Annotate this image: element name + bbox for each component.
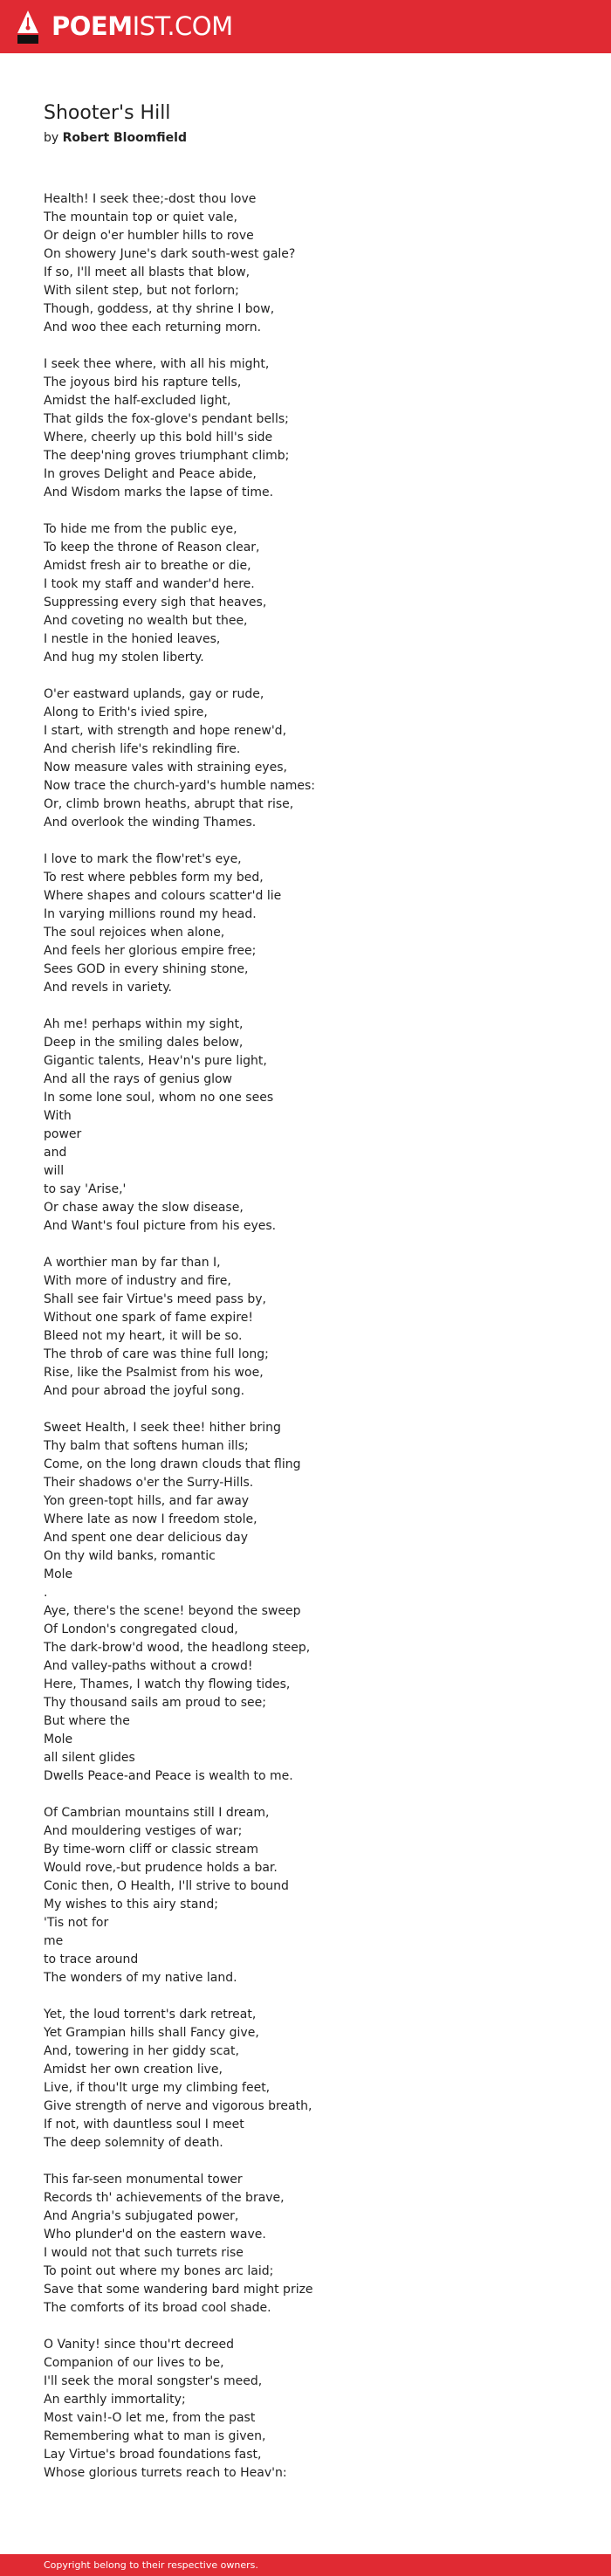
poem-line: Conic then, O Health, I'll strive to bound [44,1879,289,1893]
poem-line: I took my staff and wander'd here. [44,577,255,591]
poem-line: I love to mark the flow'ret's eye, [44,852,242,866]
poem-line: My wishes to this airy stand; [44,1898,218,1911]
poem-line: The deep'ning groves triumphant climb; [44,449,290,463]
site-logo[interactable] [51,9,233,44]
poem-line: Records th' achievements of the brave, [44,2191,285,2205]
poem-line: Amidst fresh air to breathe or die, [44,559,251,573]
poem-line: But where the [44,1714,130,1728]
poem-line: . [44,1586,48,1600]
author-link[interactable]: Robert Bloomfield [62,131,187,145]
poem-line: Mole [44,1567,73,1581]
poem-line: Rise, like the Psalmist from his woe, [44,1366,264,1380]
stanza [44,685,567,832]
poem-line: Or deign o'er humbler hills to rove [44,229,254,243]
logo-bold-text: POEM [51,11,133,41]
poem-body [44,190,567,2501]
poem-line: Amidst her own creation live, [44,2063,223,2077]
poem-line: Would rove,-but prudence holds a bar. [44,1861,278,1875]
stanza [44,355,567,502]
poem-line: I would not that such turrets rise [44,2246,244,2260]
poem-line: The comforts of its broad cool shade. [44,2301,271,2315]
poem-line: 'Tis not for [44,1916,109,1930]
poem-line: In some lone soul, whom no one sees [44,1091,274,1105]
poem-line: Yet, the loud torrent's dark retreat, [44,2008,257,2022]
poem-line: On showery June's dark south-west gale? [44,247,296,261]
poem-line: And valley-paths without a crowd! [44,1659,253,1673]
poem-line: Ah me! perhaps within my sight, [44,1017,244,1031]
poem-line: Live, if thou'lt urge my climbing feet, [44,2081,271,2095]
poem-line: power [44,1127,82,1141]
poem-line: To keep the throne of Reason clear, [44,541,260,554]
poem-line: Though, goddess, at thy shrine I bow, [44,302,275,316]
poem-line: And spent one dear delicious day [44,1531,248,1545]
poem-line: The soul rejoices when alone, [44,926,225,940]
poem-line: The joyous bird his rapture tells, [44,375,242,389]
poem-line: all silent glides [44,1751,135,1765]
poem-line: Companion of our lives to be, [44,2356,224,2370]
poem-line: This far-seen monumental tower [44,2173,243,2187]
stanza [44,1254,567,1401]
poem-title: Shooter's Hill [44,102,171,124]
poem-line: And all the rays of genius glow [44,1072,233,1086]
poem-line: Of London's congregated cloud, [44,1622,238,1636]
site-header [0,0,611,53]
poem-line: will [44,1164,65,1178]
poem-line: Who plunder'd on the eastern wave. [44,2228,266,2242]
poem-line: That gilds the fox-glove's pendant bells; [44,412,289,426]
by-label: by [44,131,59,145]
poem-line: And revels in variety. [44,981,172,995]
poem-line: Give strength of nerve and vigorous breath, [44,2099,312,2113]
site-footer [0,2554,611,2576]
stanza [44,851,567,997]
poem-line: to trace around [44,1953,139,1966]
poem-line: Shall see fair Virtue's meed pass by, [44,1292,266,1306]
poem-line: If so, I'll meet all blasts that blow, [44,265,251,279]
poem-line: Where shapes and colours scatter'd lie [44,889,282,903]
poem-line: Sweet Health, I seek thee! hither bring [44,1421,281,1435]
poem-line: I seek thee where, with all his might, [44,357,270,371]
poem-line: And Angria's subjugated power, [44,2209,239,2223]
poem-line: And feels her glorious empire free; [44,944,257,958]
poem-line: And Wisdom marks the lapse of time. [44,486,274,499]
poem-line: And mouldering vestiges of war; [44,1824,243,1838]
poem-line: Health! I seek thee;-dost thou love [44,192,257,206]
poem-line: By time-worn cliff or classic stream [44,1842,259,1856]
poem-line: Remembering what to man is given, [44,2429,266,2443]
poem-line: Sees GOD in every shining stone, [44,962,249,976]
poem-line: Most vain!-O let me, from the past [44,2411,256,2425]
pen-nib-icon[interactable] [15,9,41,45]
poem-line: Thy thousand sails am proud to see; [44,1696,266,1710]
byline [44,129,187,147]
poem-line: And overlook the winding Thames. [44,816,257,830]
poem-line: Now measure vales with straining eyes, [44,761,287,775]
poem-line: Lay Virtue's broad foundations fast, [44,2448,262,2462]
poem-line: Yon green-topt hills, and far away [44,1494,250,1508]
poem-line: Where, cheerly up this bold hill's side [44,430,273,444]
poem-line: And pour abroad the joyful song. [44,1384,245,1398]
poem-line: Now trace the church-yard's humble names: [44,779,316,793]
poem-line: The mountain top or quiet vale, [44,210,237,224]
poem-line: O Vanity! since thou'rt decreed [44,2338,235,2352]
copyright-text: Copyright belong to their respective owners. [44,2559,258,2571]
poem-line: With [44,1109,72,1123]
poem-line: Suppressing every sigh that heaves, [44,596,267,610]
poem-line: Along to Erith's ivied spire, [44,706,208,720]
poem-line: and [44,1146,67,1160]
poem-line: And, towering in her giddy scat, [44,2044,239,2058]
poem-line: If not, with dauntless soul I meet [44,2118,244,2132]
poem-line: Gigantic talents, Heav'n's pure light, [44,1054,267,1068]
poem-line: In groves Delight and Peace abide, [44,467,257,481]
poem-line: Whose glorious turrets reach to Heav'n: [44,2466,287,2480]
poem-line: Save that some wandering bard might prize [44,2283,313,2297]
poem-line: Thy balm that softens human ills; [44,1439,249,1453]
poem-line: Amidst the half-excluded light, [44,394,231,408]
poem-line: And coveting no wealth but thee, [44,614,248,628]
poem-line: Of Cambrian mountains still I dream, [44,1806,270,1820]
poem-line: With more of industry and fire, [44,1274,231,1288]
stanza [44,2336,567,2483]
poem-line: The deep solemnity of death. [44,2136,223,2150]
poem-line: In varying millions round my head. [44,907,257,921]
poem-line: A worthier man by far than I, [44,1256,221,1270]
stanza [44,1419,567,1786]
poem-line: Or chase away the slow disease, [44,1201,244,1215]
stanza [44,2006,567,2152]
poem-line: And cherish life's rekindling fire. [44,742,241,756]
poem-line: Dwells Peace-and Peace is wealth to me. [44,1769,293,1783]
poem-line: to say 'Arise,' [44,1182,127,1196]
poem-line: Without one spark of fame expire! [44,1311,253,1325]
stanza [44,2171,567,2318]
poem-line: Where late as now I freedom stole, [44,1512,257,1526]
stanza [44,1804,567,1987]
poem-line: I start, with strength and hope renew'd, [44,724,287,738]
poem-line: And hug my stolen liberty. [44,651,204,665]
poem-line: To hide me from the public eye, [44,522,237,536]
stanza [44,1016,567,1236]
poem-line: Or, climb brown heaths, abrupt that rise, [44,797,294,811]
poem-line: The dark-brow'd wood, the headlong steep, [44,1641,311,1655]
poem-line: The throb of care was thine full long; [44,1347,269,1361]
poem-line: I'll seek the moral songster's meed, [44,2374,263,2388]
stanza [44,190,567,337]
poem-line: Yet Grampian hills shall Fancy give, [44,2026,259,2040]
poem-line: I nestle in the honied leaves, [44,632,221,646]
poem-line: Bleed not my heart, it will be so. [44,1329,243,1343]
poem-line: Aye, there's the scene! beyond the sweep [44,1604,301,1618]
stanza [44,520,567,667]
poem-line: And woo thee each returning morn. [44,320,262,334]
poem-line: To rest where pebbles form my bed, [44,871,264,885]
poem-line: The wonders of my native land. [44,1971,237,1985]
poem-line: And Want's foul picture from his eyes. [44,1219,277,1233]
poem-line: Mole [44,1732,73,1746]
poem-line: To point out where my bones arc laid; [44,2264,274,2278]
poem-line: With silent step, but not forlorn; [44,284,239,298]
poem-line: me [44,1934,64,1948]
poem-line: On thy wild banks, romantic [44,1549,216,1563]
poem-line: An earthly immortality; [44,2393,186,2407]
poem-line: Here, Thames, I watch thy flowing tides, [44,1677,291,1691]
poem-line: Deep in the smiling dales below, [44,1036,244,1050]
poem-line: O'er eastward uplands, gay or rude, [44,687,264,701]
poem-line: Come, on the long drawn clouds that fling [44,1457,301,1471]
poem-line: Their shadows o'er the Surry-Hills. [44,1476,254,1490]
logo-light-text: IST.COM [132,11,233,41]
